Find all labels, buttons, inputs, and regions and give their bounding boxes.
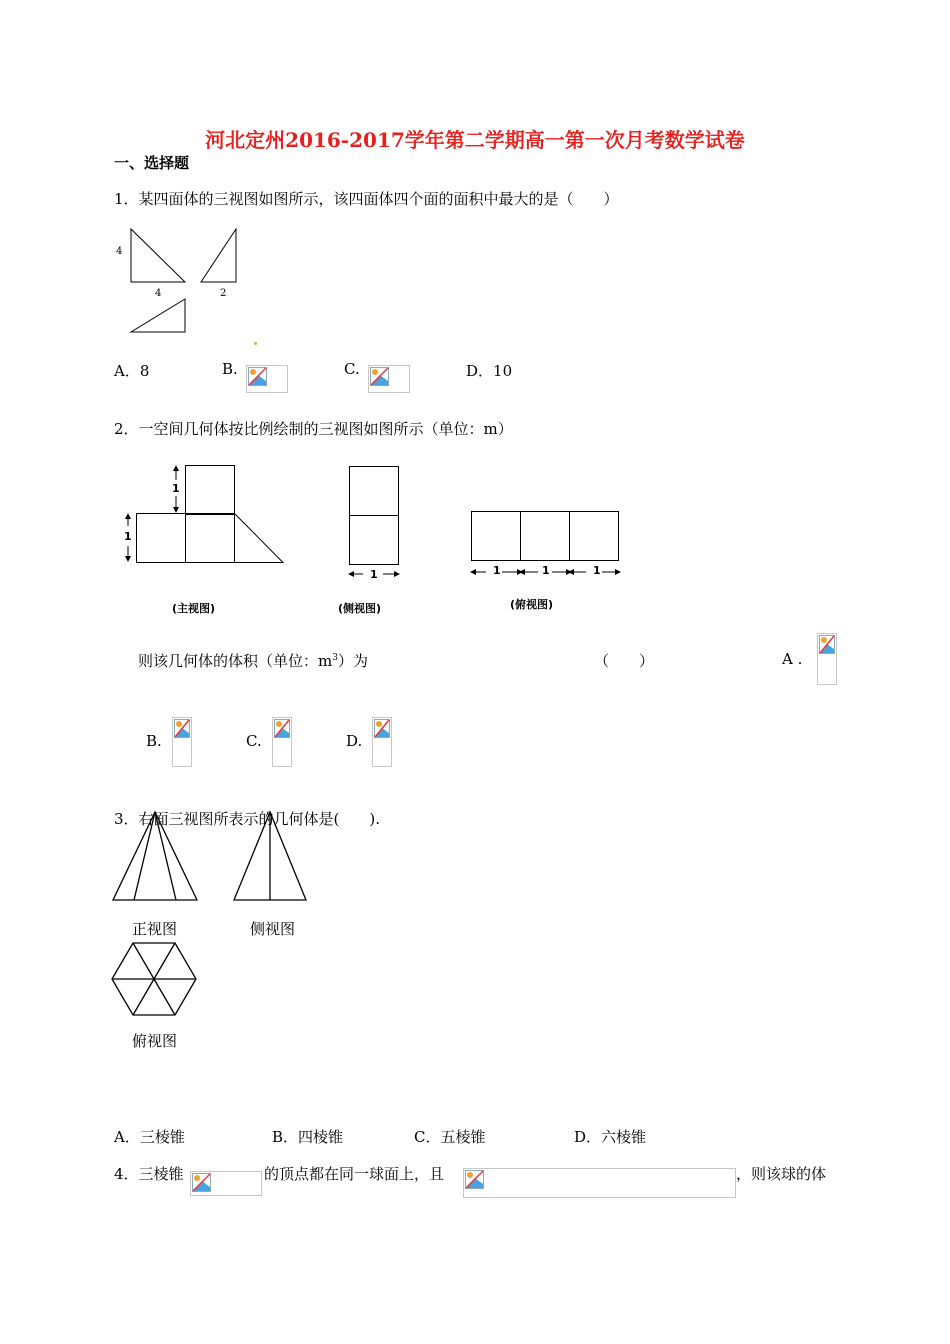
q3-side-view (232, 810, 312, 904)
q2-caption-side: (侧视图) (338, 602, 382, 615)
q2-dim-top-2: 1 (542, 564, 550, 577)
q3-caption-top: 俯视图 (132, 1032, 178, 1050)
q1-label-bottom: 4 (155, 288, 162, 299)
question-4-part-1: 4．三棱锥 (114, 1165, 184, 1183)
q2-caption-top: (俯视图) (510, 598, 554, 611)
q3-caption-side: 侧视图 (250, 920, 296, 938)
q2-option-a: A . (782, 650, 803, 668)
q1-option-b: B. (222, 360, 238, 378)
q3-front-view (110, 810, 200, 904)
broken-image-icon (190, 1171, 262, 1196)
q2-caption-front: (主视图) (172, 602, 216, 615)
q1-top-view (130, 298, 188, 334)
q2-option-d: D. (346, 732, 363, 750)
q1-front-view (130, 228, 190, 284)
q3-option-d: D．六棱锥 (574, 1128, 647, 1146)
q2-answer-paren: （ ） (594, 652, 655, 670)
broken-image-icon (817, 633, 837, 685)
q1-label-bottom-right: 2 (220, 288, 227, 299)
q2-option-c: C. (246, 732, 262, 750)
stray-dot (254, 342, 257, 345)
q3-option-c: C．五棱锥 (414, 1128, 486, 1146)
q2-dim-top-3: 1 (593, 564, 601, 577)
q1-option-d: D．10 (466, 362, 513, 380)
q2-volume-line: 则该几何体的体积（单位：$m^3$）为 (138, 652, 368, 670)
question-2-stem: 2．一空间几何体按比例绘制的三视图如图所示（单位：m） (114, 420, 513, 438)
broken-image-icon (368, 365, 410, 393)
q2-dim-up: 1 (172, 482, 180, 495)
q3-option-a: A．三棱锥 (114, 1128, 185, 1146)
q1-side-view (200, 228, 240, 284)
broken-image-icon (463, 1168, 736, 1198)
q3-top-view (110, 940, 200, 1020)
broken-image-icon (246, 365, 288, 393)
q2-dim-left: 1 (124, 530, 132, 543)
question-4-part-3: ，则该球的体 (736, 1165, 827, 1183)
broken-image-icon (372, 717, 392, 767)
question-1-stem: 1．某四面体的三视图如图所示，该四面体四个面的面积中最大的是（ ） (114, 190, 619, 208)
q1-option-c: C. (344, 360, 360, 378)
exam-title: 河北定州2016-2017学年第二学期高一第一次月考数学试卷 (205, 128, 745, 152)
q3-caption-front: 正视图 (132, 920, 178, 938)
question-4-part-2: 的顶点都在同一球面上，且 (264, 1165, 445, 1183)
q2-dim-side: 1 (370, 568, 378, 581)
q2-option-b: B. (146, 732, 162, 750)
q2-dim-top-1: 1 (493, 564, 501, 577)
q2-front-view (120, 460, 290, 570)
q3-option-b: B．四棱锥 (272, 1128, 344, 1146)
section-heading: 一、选择题 (114, 154, 190, 172)
question-3-stem: 3．右面三视图所表示的几何体是( ). (114, 810, 381, 828)
q2-side-view (345, 463, 405, 583)
q1-option-a: A．8 (114, 362, 150, 380)
broken-image-icon (272, 717, 292, 767)
broken-image-icon (172, 717, 192, 767)
q1-label-left: 4 (116, 246, 123, 257)
